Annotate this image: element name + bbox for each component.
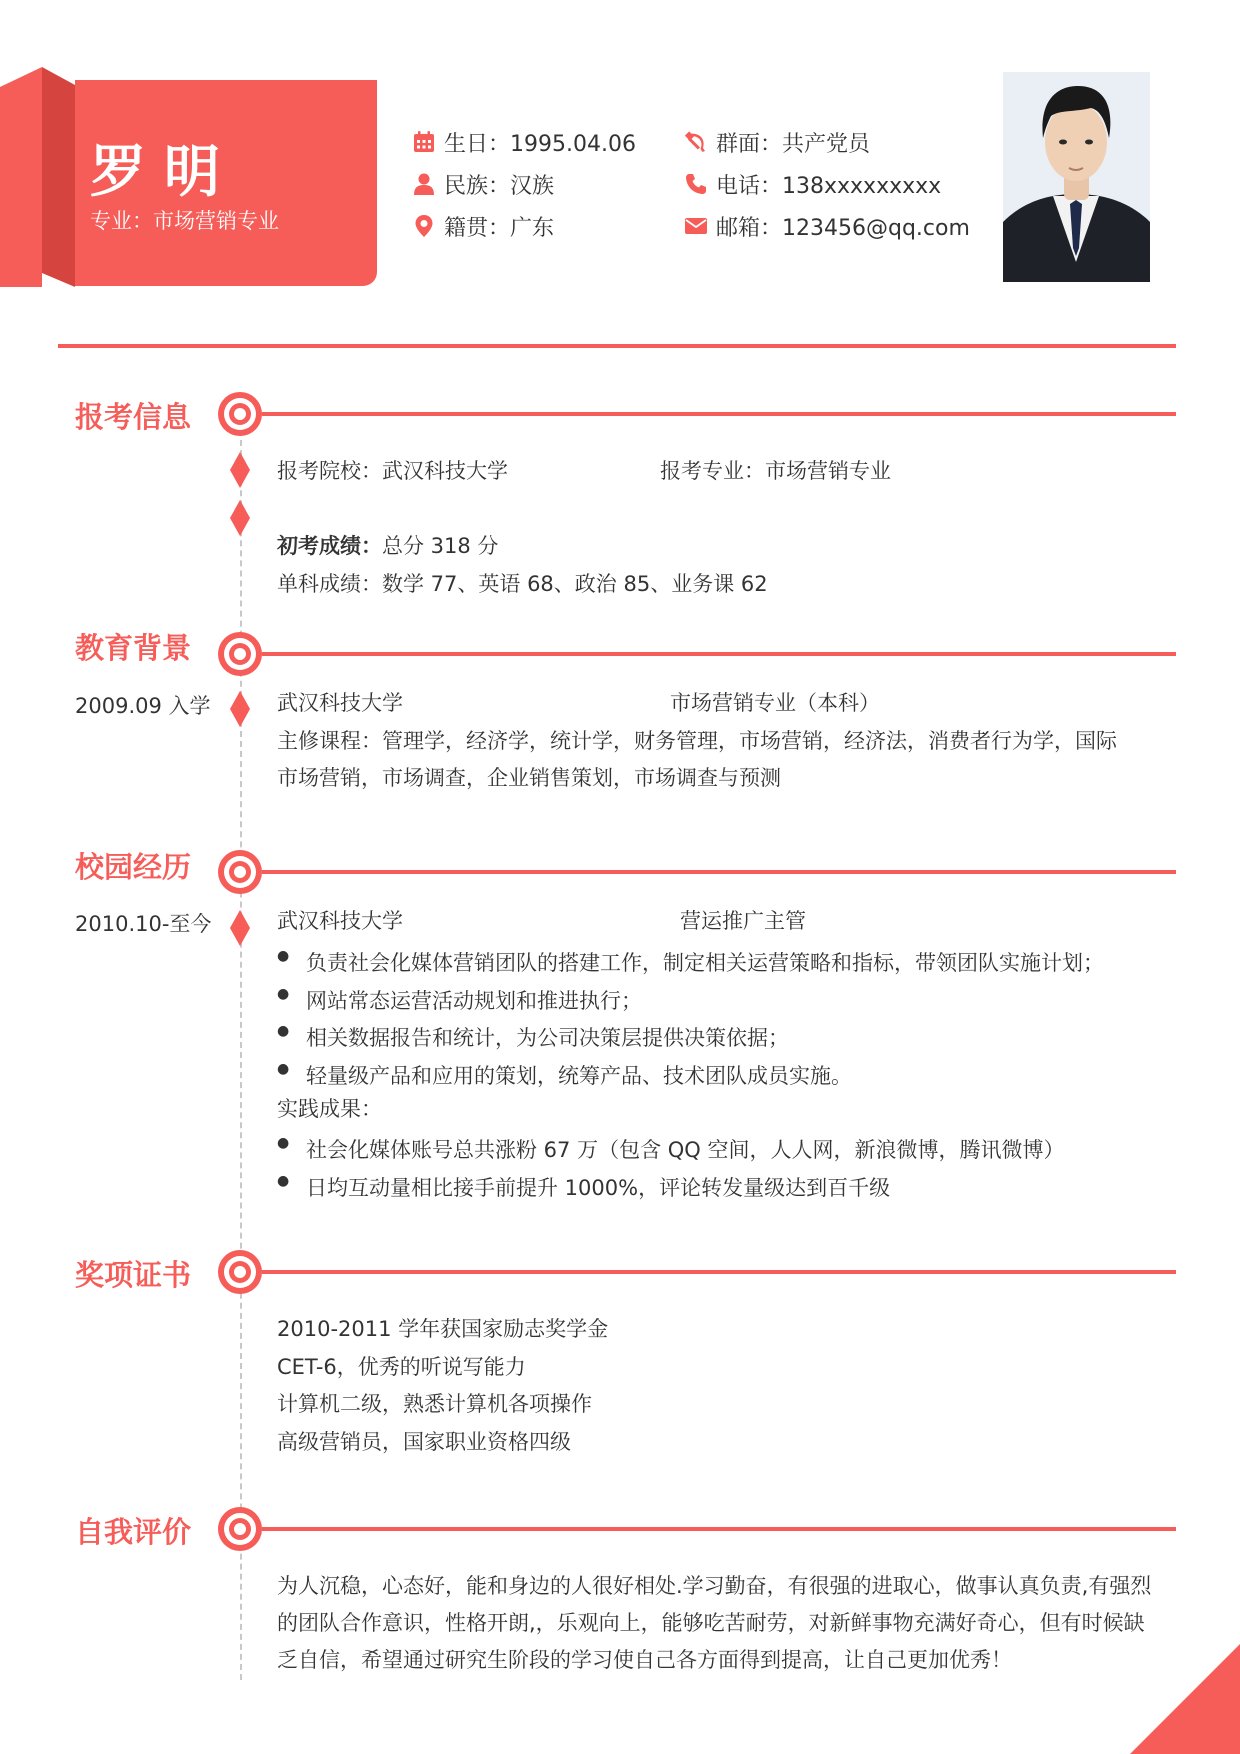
- location-pin-icon: [412, 214, 436, 238]
- section-rule: [262, 870, 1176, 874]
- candidate-major: 专业：市场营销专业: [90, 209, 279, 233]
- info-birthday: [412, 127, 636, 157]
- person-icon: [412, 172, 436, 196]
- score-label: 初考成绩：: [277, 534, 382, 558]
- list-item: ● 网站常态运营活动规划和推进执行；: [277, 985, 642, 1015]
- apply-major: 报考专业：市场营销专业: [660, 459, 891, 483]
- corner-decoration: [1130, 1644, 1240, 1754]
- list-item: ● 社会化媒体账号总共涨粉 67 万（包含 QQ 空间，人人网，新浪微博，腾讯微博）: [277, 1134, 1064, 1164]
- list-item: ● 负责社会化媒体营销团队的搭建工作，制定相关运营策略和指标，带领团队实施计划；: [277, 947, 1104, 977]
- hometown-text: 籍贯：广东: [444, 215, 555, 241]
- phone-text: 电话：138xxxxxxxxx: [716, 173, 942, 199]
- phone-icon: [684, 172, 708, 196]
- campus-date: 2010.10-至今: [75, 912, 212, 936]
- target-icon: [216, 848, 264, 896]
- education-courses-2: 市场营销，市场调查，企业销售策划，市场调查与预测: [277, 766, 781, 790]
- target-icon: [216, 1248, 264, 1296]
- section-title-education: 教育背景: [75, 631, 192, 665]
- award-item: CET-6，优秀的听说写能力: [277, 1355, 526, 1379]
- education-school: 武汉科技大学: [277, 691, 403, 715]
- section-rule: [262, 412, 1176, 416]
- section-rule: [262, 1527, 1176, 1531]
- list-item: ● 轻量级产品和应用的策划，统筹产品、技术团队成员实施。: [277, 1060, 852, 1090]
- portrait-image: [1003, 72, 1150, 282]
- award-item: 2010-2011 学年获国家励志奖学金: [277, 1317, 609, 1341]
- apply-score: [277, 531, 498, 561]
- section-rule: [262, 1270, 1176, 1274]
- campus-results-label: 实践成果：: [277, 1097, 382, 1121]
- award-item: 高级营销员，国家职业资格四级: [277, 1430, 571, 1454]
- education-courses-1: 主修课程：管理学，经济学，统计学，财务管理，市场营销，经济法，消费者行为学，国际: [277, 729, 1117, 753]
- timeline-dashed-line: [240, 430, 242, 1680]
- target-icon: [216, 1505, 264, 1553]
- info-ethnicity: [412, 169, 554, 199]
- diamond-marker-icon: [230, 691, 250, 727]
- list-item: ● 相关数据报告和统计，为公司决策层提供决策依据；: [277, 1022, 789, 1052]
- section-rule: [262, 652, 1176, 656]
- award-item: 计算机二级，熟悉计算机各项操作: [277, 1392, 592, 1416]
- education-major: 市场营销专业（本科）: [670, 691, 880, 715]
- birthday-text: 生日：1995.04.06: [444, 131, 636, 157]
- diamond-marker-icon: [230, 452, 250, 488]
- diamond-marker-icon: [230, 910, 250, 946]
- apply-school: 报考院校：武汉科技大学: [277, 459, 508, 483]
- score-value: 总分 318 分: [382, 534, 499, 558]
- info-email: [684, 211, 970, 241]
- section-title-apply: 报考信息: [75, 400, 192, 434]
- political-text: 群面：共产党员: [716, 131, 871, 157]
- info-political: [684, 127, 870, 157]
- apply-subjects: 单科成绩：数学 77、英语 68、政治 85、业务课 62: [277, 572, 768, 596]
- education-date: 2009.09 入学: [75, 694, 211, 718]
- diamond-marker-icon: [230, 500, 250, 536]
- calendar-icon: [412, 130, 436, 154]
- list-item: ● 日均互动量相比接手前提升 1000%，评论转发量级达到百千级: [277, 1172, 890, 1202]
- campus-org: 武汉科技大学: [277, 909, 403, 933]
- ethnicity-text: 民族：汉族: [444, 173, 555, 199]
- self-evaluation-text: 为人沉稳，心态好，能和身边的人很好相处.学习勤奋，有很强的进取心，做事认真负责,有强烈的团队合作意识，性格开朗,，乐观向上，能够吃苦耐劳，对新鲜事物充满好奇心，但有时候缺乏自信，希望通过研究生阶段的学习使自己各方面得到提高，让自己更加优秀！: [277, 1574, 1152, 1672]
- section-title-campus: 校园经历: [75, 850, 192, 884]
- section-title-awards: 奖项证书: [75, 1258, 192, 1292]
- candidate-name: 罗明: [90, 140, 238, 205]
- campus-role: 营运推广主管: [680, 909, 806, 933]
- section-title-self: 自我评价: [75, 1515, 192, 1549]
- info-hometown: [412, 211, 554, 241]
- target-icon: [216, 390, 264, 438]
- hammer-sickle-icon: [684, 130, 708, 154]
- profile-photo: [1003, 72, 1150, 282]
- email-text: 邮箱：123456@qq.com: [716, 215, 970, 241]
- info-phone: [684, 169, 941, 199]
- ribbon-fold-decoration: [0, 67, 75, 287]
- target-icon: [216, 630, 264, 678]
- header-divider: [58, 344, 1176, 348]
- mail-icon: [684, 214, 708, 238]
